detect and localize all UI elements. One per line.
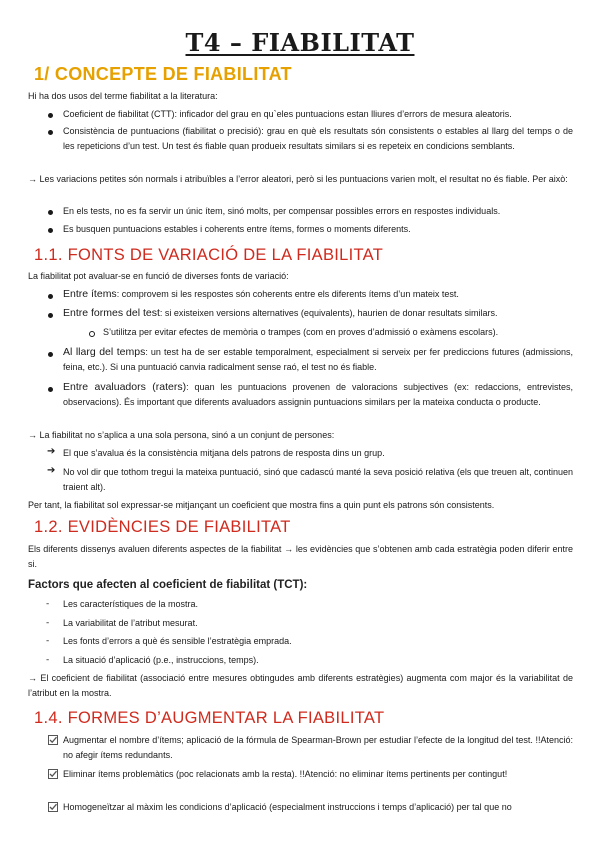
list-item: La variabilitat de l’atribut mesurat. xyxy=(63,618,198,628)
page-title: T4 – FIABILITAT xyxy=(185,28,415,57)
list-item: En els tests, no es fa servir un únic ítem, sinó molts, per compensar possibles errors en respostes individuals. xyxy=(63,206,501,216)
term: Al llarg del temps xyxy=(63,346,146,358)
list-item: No vol dir que tothom tregui la mateixa puntuació, sinó que cadascú manté la seva posició relativa (els que treuen alt, continuen traient alt). xyxy=(63,467,573,492)
term-text: : comprovem si les respostes són coherents entre els diferents ítems d’un mateix test. xyxy=(116,289,459,299)
paragraph-note: → Les variacions petites són normals i atribuïbles a l’error aleatori, però si les puntuacions varien molt, el resultat no és fiable. Per això: xyxy=(28,174,568,184)
section-heading-concepte: 1/ CONCEPTE DE FIABILITAT xyxy=(34,64,292,84)
checkbox-checked-icon xyxy=(48,769,58,779)
bullet-icon xyxy=(48,113,53,118)
section-heading-evidencies: 1.2. EVIDÈNCIES DE FIABILITAT xyxy=(34,518,291,536)
paragraph-intro: La fiabilitat pot avaluar-se en funció de diverses fonts de variació: xyxy=(28,271,289,281)
term-text: : un test ha de ser estable temporalment, especialment si serveix per fer prediccions futures (admissions, feina, etc.). Si una puntuació canvia radicalment sense raó, el test no és fiable. xyxy=(63,347,573,372)
dash-marker: - xyxy=(46,655,50,665)
bullet-icon xyxy=(48,387,53,392)
arrow-right-icon: ➔ xyxy=(47,446,56,457)
list-item: El que s’avalua és la consistència mitjana dels patrons de resposta dins un grup. xyxy=(63,448,385,458)
checkbox-checked-icon xyxy=(48,802,58,812)
term: Entre avaluadors (raters) xyxy=(63,381,187,393)
paragraph-conclusion: Per tant, la fiabilitat sol expressar-se mitjançant un coeficient que mostra fins a quin punt els patrons són consistents. xyxy=(28,500,495,510)
list-item: Coeficient de fiabilitat (CTT): inficador del grau en qu`eles puntuacions estan lliures d’errors de mesura aleatoris. xyxy=(63,109,512,119)
section-heading-fonts: 1.1. FONTS DE VARIACIÓ DE LA FIABILITAT xyxy=(34,246,384,264)
dash-marker: - xyxy=(46,636,50,646)
bullet-icon xyxy=(48,313,53,318)
bullet-icon xyxy=(48,294,53,299)
bullet-icon xyxy=(48,210,53,215)
list-item: Homogeneïtzar al màxim les condicions d’aplicació (especialment instruccions i temps d’aplicació) per tal que no xyxy=(63,802,512,812)
bullet-icon xyxy=(48,130,53,135)
list-item: Les característiques de la mostra. xyxy=(63,599,199,609)
term-text: : quan les puntuacions provenen de valoracions subjectives (ex: redaccions, entrevistes, observacions). És important que diferents avaluadors assignin puntuacions similars per la mateixa conducta o producte. xyxy=(63,382,573,407)
list-item xyxy=(63,306,573,321)
list-item xyxy=(63,287,573,302)
section-heading-augmentar: 1.4. FORMES D’AUGMENTAR LA FIABILITAT xyxy=(34,709,385,727)
list-item: La situació d’aplicació (p.e., instruccions, temps). xyxy=(63,655,259,665)
arrow-right-icon: ➔ xyxy=(47,465,56,476)
bullet-icon xyxy=(48,352,53,357)
subheading-factors: Factors que afecten al coeficient de fiabilitat (TCT): xyxy=(28,579,308,591)
bullet-icon xyxy=(48,228,53,233)
dash-marker: - xyxy=(46,599,50,609)
list-item: Es busquen puntuacions estables i coherents entre ítems, formes o moments diferents. xyxy=(63,224,411,234)
term: Entre ítems xyxy=(63,288,117,300)
paragraph-note: → La fiabilitat no s’aplica a una sola persona, sinó a un conjunt de persones: xyxy=(28,430,335,440)
checkbox-checked-icon xyxy=(48,735,58,745)
term: Entre formes del test xyxy=(63,307,160,319)
paragraph-intro: Els diferents dissenys avaluen diferents aspectes de la fiabilitat → les evidències que s’obtenen amb cada estratègia poden diferir entre si. xyxy=(28,544,573,569)
term-text: : si existeixen versions alternatives (equivalents), haurien de donar resultats similars. xyxy=(159,308,498,318)
list-item: Consistència de puntuacions (fiabilitat o precisió): grau en què els resultats són consistents o estables al llarg del temps o de les repeticions d’un test. Un test és fiable quan produeix resultats similars si es repeteix en condicions semblants. xyxy=(63,126,573,151)
list-item xyxy=(63,345,573,374)
list-item: Les fonts d’errors a què és sensible l’estratègia emprada. xyxy=(63,636,292,646)
paragraph-note: → El coeficient de fiabilitat (associació entre mesures obtingudes amb diferents estratègies) augmenta com major és la variabilitat de l’atribut en la mostra. xyxy=(28,673,573,698)
sub-bullet-icon xyxy=(89,331,95,337)
list-item xyxy=(63,380,573,409)
sub-list-item: S’utilitza per evitar efectes de memòria o trampes (com en proves d’admissió o exàmens escolars). xyxy=(103,327,499,337)
dash-marker: - xyxy=(46,618,50,628)
list-item: Eliminar ítems problemàtics (poc relacionats amb la resta). !!Atenció: no eliminar ítems pertinents per contingut! xyxy=(63,769,508,779)
list-item: Augmentar el nombre d’ítems; aplicació de la fórmula de Spearman-Brown per estudiar l’efecte de la longitud del test. !!Atenció: no afegir ítems redundants. xyxy=(63,735,573,760)
paragraph-intro: Hi ha dos usos del terme fiabilitat a la literatura: xyxy=(28,91,218,101)
